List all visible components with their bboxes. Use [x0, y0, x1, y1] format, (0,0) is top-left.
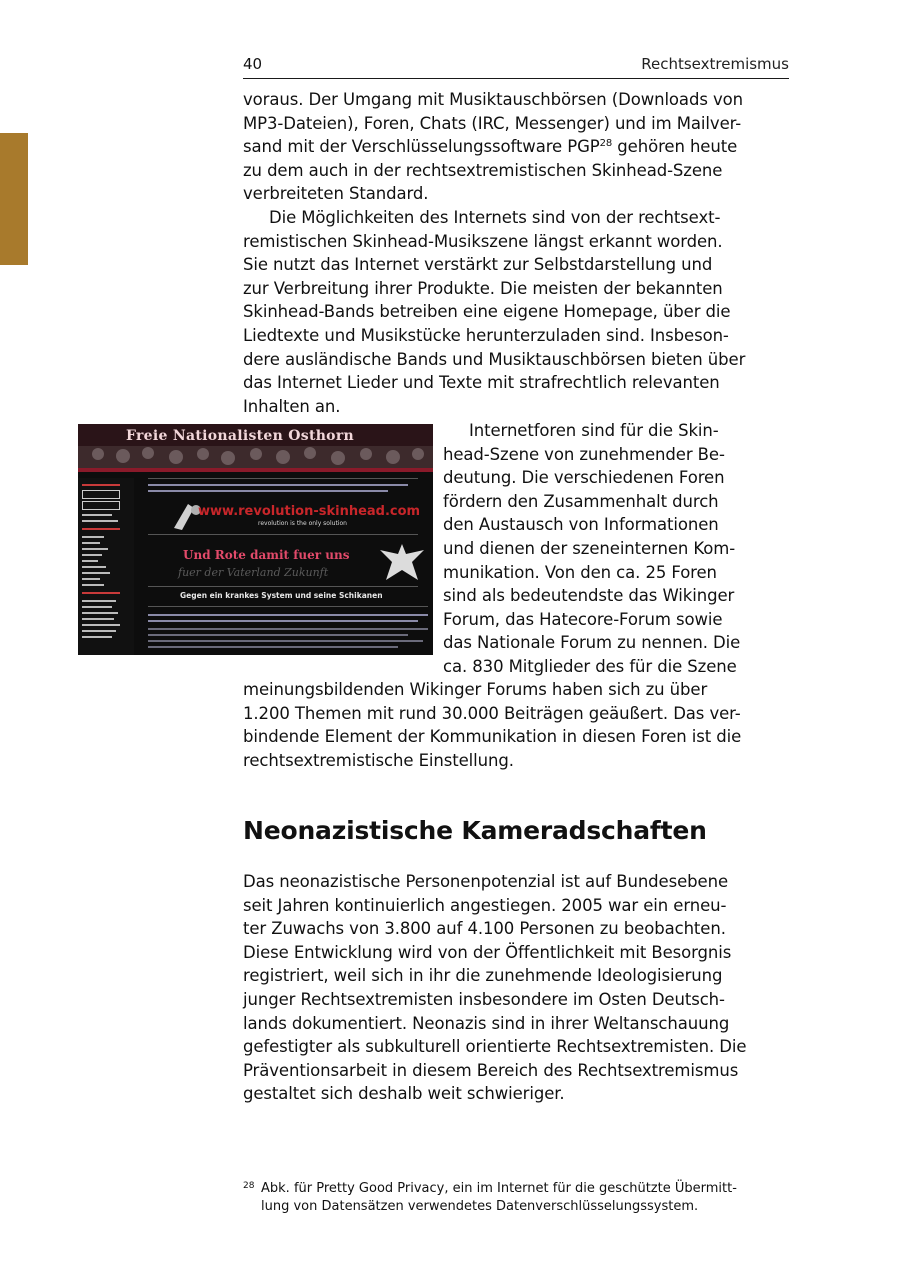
sidebar-link — [82, 618, 114, 620]
footnote — [243, 1180, 789, 1216]
text-line: gefestigter als subkulturell orientierte Rechtsextremisten. Die — [243, 1037, 747, 1057]
text-line: gestaltet sich deshalb weit schwieriger. — [243, 1084, 565, 1104]
text-line: das Nationale Forum zu nennen. Die — [443, 633, 741, 653]
text-line: 1.200 Themen mit rund 30.000 Beiträgen geäußert. Das ver- — [243, 703, 741, 723]
footnote-line: Abk. für Pretty Good Privacy, ein im Internet für die geschützte Übermitt- — [261, 1181, 737, 1196]
paragraph-3-continued — [243, 678, 741, 772]
chapter-edge-tab — [0, 133, 28, 265]
text-line: Inhalten an. — [243, 396, 341, 416]
tagline-secondary: fuer der Vaterland Zukunft — [178, 566, 329, 579]
screenshot-caption: Gegen ein krankes System und seine Schikanen — [180, 591, 383, 600]
text-line: fördern den Zusammenhalt durch — [443, 491, 719, 511]
text-line: Forum, das Hatecore-Forum sowie — [443, 609, 723, 629]
text-line: ter Zuwachs von 3.800 auf 4.100 Personen zu beobachten. — [243, 919, 726, 939]
sidebar-link — [82, 578, 100, 580]
screenshot-banner — [78, 424, 433, 472]
sidebar-link — [82, 600, 116, 602]
text-line: ca. 830 Mitglieder des für die Szene — [443, 656, 737, 676]
text-line: Die Möglichkeiten des Internets sind von der rechtsext- — [269, 208, 721, 227]
text-line-part: gehören heute — [612, 137, 738, 157]
text-line: head-Szene von zunehmender Be- — [443, 444, 725, 464]
sidebar-field — [82, 490, 120, 499]
sidebar-link — [82, 572, 110, 574]
text-line: Sie nutzt das Internet verstärkt zur Selbstdarstellung und — [243, 255, 713, 275]
footnote-text — [261, 1180, 789, 1216]
text-line: verbreiteten Standard. — [243, 184, 429, 204]
sidebar-link — [82, 514, 112, 516]
screenshot-rule — [148, 478, 418, 479]
sidebar-link — [82, 584, 104, 586]
footnote-line: lung von Datensätzen verwendetes Datenverschlüsselungssystem. — [261, 1199, 699, 1214]
text-line: Liedtexte und Musikstücke herunterzuladen sind. Insbeson- — [243, 325, 729, 345]
paragraph-2 — [243, 206, 745, 418]
running-title: Rechtsextremismus — [641, 55, 789, 73]
text-line: Diese Entwicklung wird von der Öffentlichkeit mit Besorgnis — [243, 942, 732, 962]
text-line: bindende Element der Kommunikation in diesen Foren ist die — [243, 727, 742, 747]
sidebar-heading — [82, 528, 120, 530]
paragraph-4 — [243, 870, 746, 1106]
text-line: munikation. Von den ca. 25 Foren — [443, 562, 717, 582]
text-line: Präventionsarbeit in diesem Bereich des Rechtsextremismus — [243, 1060, 739, 1080]
sidebar-link — [82, 612, 118, 614]
text-line: Internetforen sind für die Skin- — [469, 421, 719, 440]
sidebar-heading — [82, 484, 120, 486]
text-line: zu dem auch in der rechtsextremistischen Skinhead-Szene — [243, 160, 723, 180]
sidebar-link — [82, 630, 116, 632]
site-slogan: revolution is the only solution — [258, 520, 347, 527]
screenshot-rule — [148, 534, 418, 535]
screenshot-text-line — [148, 620, 418, 622]
forum-screenshot-image — [78, 424, 433, 655]
text-line: den Austausch von Informationen — [443, 515, 719, 535]
text-line: und dienen der szeneinternen Kom- — [443, 538, 736, 558]
screenshot-text-line — [148, 640, 423, 642]
screenshot-sidebar — [78, 478, 134, 655]
text-line: remistischen Skinhead-Musikszene längst erkannt worden. — [243, 231, 723, 251]
sidebar-field — [82, 501, 120, 510]
footnote-reference[interactable]: 28 — [599, 138, 613, 150]
sidebar-link — [82, 542, 100, 544]
sidebar-link — [82, 548, 108, 550]
banner-title: Freie Nationalisten Osthorn — [126, 428, 354, 444]
text-line: sind als bedeutendste das Wikinger — [443, 586, 735, 606]
sidebar-link — [82, 536, 104, 538]
text-line: registriert, weil sich in ihr die zunehmende Ideologisierung — [243, 966, 723, 986]
screenshot-text-line — [148, 646, 398, 648]
text-line: Skinhead-Bands betreiben eine eigene Homepage, über die — [243, 302, 731, 322]
paragraph-3-wrapped — [443, 419, 740, 679]
text-line: Das neonazistische Personenpotenzial ist auf Bundesebene — [243, 872, 728, 891]
sidebar-link — [82, 636, 112, 638]
text-line: rechtsextremistische Einstellung. — [243, 750, 514, 770]
running-header — [243, 54, 789, 79]
screenshot-text-line — [148, 484, 408, 486]
screenshot-rule — [148, 606, 428, 607]
text-line-part: sand mit der Verschlüsselungssoftware PGP — [243, 137, 600, 157]
text-line: zur Verbreitung ihrer Produkte. Die meisten der bekannten — [243, 278, 723, 298]
page-number: 40 — [243, 55, 263, 73]
text-line: seit Jahren kontinuierlich angestiegen. 2005 war ein erneu- — [243, 895, 727, 915]
screenshot-text-line — [148, 628, 428, 630]
sidebar-heading — [82, 592, 120, 594]
text-line: dere ausländische Bands und Musiktauschbörsen bieten über — [243, 349, 746, 369]
sidebar-link — [82, 520, 118, 522]
sidebar-link — [82, 606, 112, 608]
sidebar-link — [82, 624, 120, 626]
text-line — [243, 135, 743, 159]
screenshot-text-line — [148, 614, 428, 616]
text-line: voraus. Der Umgang mit Musiktauschbörsen (Downloads von — [243, 90, 743, 109]
tagline-primary: Und Rote damit fuer uns — [183, 548, 350, 562]
text-line: lands dokumentiert. Neonazis sind in ihrer Weltanschauung — [243, 1013, 730, 1033]
section-heading: Neonazistische Kameradschaften — [243, 816, 707, 845]
text-line: meinungsbildenden Wikinger Forums haben sich zu über — [243, 680, 708, 699]
paragraph-1 — [243, 88, 743, 206]
screenshot-rule — [148, 586, 418, 587]
footnote-marker: 28 — [243, 1181, 255, 1191]
text-line: das Internet Lieder und Texte mit strafrechtlich relevanten — [243, 373, 720, 393]
text-line: MP3-Dateien), Foren, Chats (IRC, Messenger) und im Mailver- — [243, 113, 742, 133]
text-line: junger Rechtsextremisten insbesondere im Osten Deutsch- — [243, 989, 725, 1009]
site-url-text: www.revolution-skinhead.com — [198, 504, 421, 519]
screenshot-text-line — [148, 490, 388, 492]
eagle-emblem-icon — [378, 540, 426, 584]
sidebar-link — [82, 560, 98, 562]
sidebar-link — [82, 554, 102, 556]
sidebar-link — [82, 566, 106, 568]
text-line: deutung. Die verschiedenen Foren — [443, 468, 725, 488]
screenshot-text-line — [148, 634, 408, 636]
